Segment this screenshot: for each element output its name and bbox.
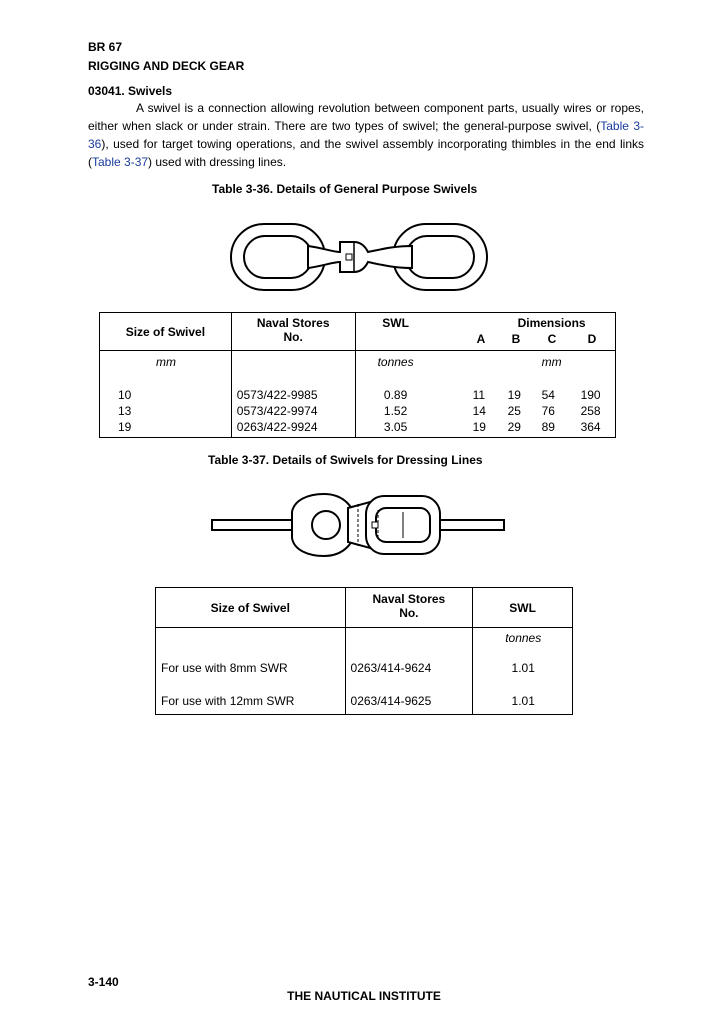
cell-c-1: 54 [541,388,555,402]
cell-stores-2: 0573/422-9974 [236,404,318,418]
cell-c-2: 76 [541,404,555,418]
footer-institute: THE NAUTICAL INSTITUTE [287,989,441,1003]
header-swl-2: SWL [473,588,573,628]
cell-swl-8mm: 1.01 [511,661,535,675]
header-swl: SWL [382,316,409,330]
cell-size-10: 10 [118,388,132,402]
doc-title: RIGGING AND DECK GEAR [88,59,245,73]
cell-b-2: 25 [507,404,521,418]
cell-size-13: 13 [118,404,132,418]
cell-c-3: 89 [541,420,555,434]
table-3-37 [155,587,573,715]
cell-size-12mm: For use with 12mm SWR [161,694,295,708]
page-number: 3-140 [88,975,119,989]
cell-swl-1: 0.89 [383,388,408,402]
unit-size-mm: mm [156,355,176,369]
cell-size-19: 19 [118,420,132,434]
cell-b-3: 29 [507,420,521,434]
section-heading: 03041. Swivels [88,84,173,98]
unit-swl-tonnes-2: tonnes [505,631,542,645]
cell-a-3: 19 [472,420,486,434]
table-36-caption: Table 3-36. Details of General Purpose Swivels [212,182,478,196]
header-dim-d: D [587,332,597,346]
cell-stores-12mm: 0263/414-9625 [350,694,432,708]
header-dim-c: C [547,332,557,346]
link-table-3-37[interactable]: Table 3-37 [92,155,149,169]
unit-dims-mm: mm [541,355,562,369]
cell-d-3: 364 [580,420,601,434]
header-naval-stores-no-2: No. [399,606,419,620]
cell-swl-3: 3.05 [383,420,408,434]
para-text-3: ) used with dressing lines. [148,155,287,169]
cell-size-8mm: For use with 8mm SWR [161,661,288,675]
cell-swl-12mm: 1.01 [511,694,535,708]
unit-swl-tonnes: tonnes [377,355,414,369]
cell-swl-2: 1.52 [383,404,408,418]
header-naval-stores-no: No. [283,330,303,344]
cell-stores-3: 0263/422-9924 [236,420,318,434]
header-naval-stores: Naval Stores [256,316,330,330]
general-purpose-swivel-figure [228,216,490,298]
section-paragraph [88,99,644,171]
table-37-caption: Table 3-37. Details of Swivels for Dressing Lines [208,453,483,467]
header-naval-stores-2: Naval Stores [372,592,446,606]
cell-b-1: 19 [507,388,521,402]
cell-a-2: 14 [472,404,486,418]
cell-stores-8mm: 0263/414-9624 [350,661,432,675]
header-size-of-swivel: Size of Swivel [100,313,232,351]
cell-d-2: 258 [580,404,601,418]
header-dim-b: B [511,332,521,346]
header-dimensions: Dimensions [517,316,586,330]
cell-stores-1: 0573/422-9985 [236,388,318,402]
link-table-3-36[interactable]: Table 3-36 [88,119,644,151]
dressing-line-swivel-figure [208,484,508,568]
header-size-of-swivel-2: Size of Swivel [156,588,346,628]
cell-a-1: 11 [472,388,486,402]
cell-d-1: 190 [580,388,601,402]
para-text-2: ), used for target towing operations, and the swivel assembly incorporating thimbles in the end links ( [88,137,644,169]
para-text-1: A swivel is a connection allowing revolution between component parts, usually wires or ropes, either when slack or under strain. There are two types of swivel; the general-purpose swivel, ( [88,101,644,133]
doc-id: BR 67 [88,40,123,54]
header-dim-a: A [476,332,486,346]
table-3-36 [99,312,616,438]
